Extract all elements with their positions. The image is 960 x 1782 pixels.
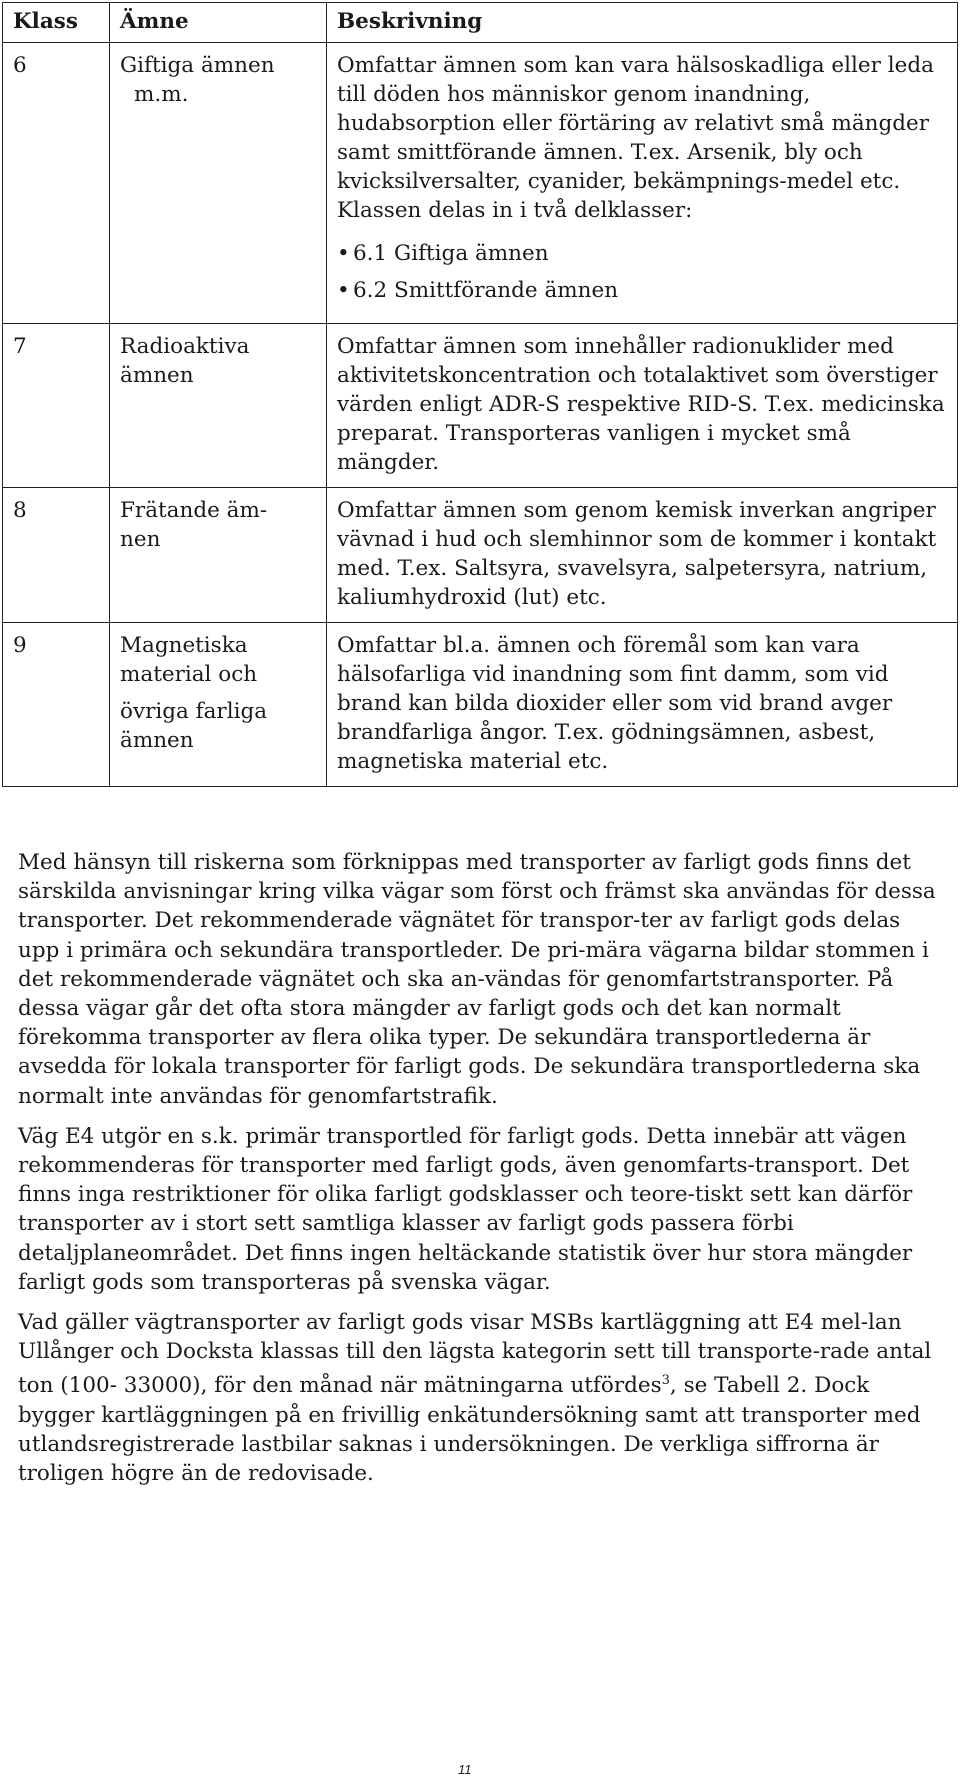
hazard-class-table: [2, 2, 958, 787]
subclass-item: • 6.1 Giftiga ämnen: [337, 239, 947, 268]
amne-cell: [110, 43, 327, 324]
paragraph: Väg E4 utgör en s.k. primär transportled för farligt gods. Detta innebär att vägen rekommenderas för transporter med farligt gods, även genomfarts-transport. Det finns inga restriktioner för olika farligt godsklasser och teore-tiskt sett kan därför transporter av i stort sett samtliga klasser av farligt gods passera förbi detaljplaneområdet. Det finns ingen heltäckande statistik över hur stora mängder farligt gods som transporteras på svenska vägar.: [18, 1123, 913, 1295]
klass-cell: 8: [3, 488, 110, 623]
amne-cell: [110, 488, 327, 623]
klass-cell: 7: [3, 324, 110, 488]
amne-line: material och: [120, 662, 258, 687]
table-row-class-8: [3, 488, 958, 623]
beskrivning-cell: Omfattar ämnen som genom kemisk inverkan angriper vävnad i hud och slemhinnor som de kommer i kontakt med. T.ex. Saltsyra, svavelsyra, salpetersyra, natrium, kaliumhydroxid (lut) etc.: [327, 488, 958, 623]
amne-line: nen: [120, 527, 161, 552]
beskrivning-cell: Omfattar ämnen som innehåller radionuklider med aktivitetskoncentration och totalaktivet som överstiger värden enligt ADR-S respektive RID-S. T.ex. medicinska preparat. Transporteras vanligen i mycket små mängder.: [327, 324, 958, 488]
beskrivning-text: Omfattar ämnen som kan vara hälsoskadliga eller leda till döden hos människor genom inandning, hudabsorption eller förtäring av relativt små mängder samt smittförande ämnen. T.ex. Arsenik, bly och kvicksilversalter, cyanider, bekämpnings-medel etc. Klassen delas in i två delklasser:: [337, 53, 934, 223]
beskrivning-cell: Omfattar bl.a. ämnen och föremål som kan vara hälsofarliga vid inandning som fint damm, som vid brand kan bilda dioxider eller som vid brand avger brandfarliga ångor. T.ex. gödningsämnen, asbest, magnetiska material etc.: [327, 623, 958, 787]
amne-line: m.m.: [134, 82, 189, 107]
header-klass: Klass: [3, 3, 110, 43]
header-amne: Ämne: [110, 3, 327, 43]
amne-cell: [110, 324, 327, 488]
amne-line: Frätande äm-: [120, 498, 268, 523]
paragraph-text: Vad gäller vägtransporter av farligt gods visar MSBs kartläggning att E4 mel-lan Ullånger och Docksta klassas till den lägsta kategorin sett till transporte-rade antal ton (100- 33000), för den månad när mätningarna utfördes: [18, 1310, 932, 1399]
amne-line: ämnen: [120, 728, 194, 753]
amne-line: Radioaktiva: [120, 334, 250, 359]
subclass-item: • 6.2 Smittförande ämnen: [337, 276, 947, 305]
paragraph: [18, 1308, 938, 1488]
footnote-ref[interactable]: 3: [661, 1373, 670, 1389]
subclass-list: [337, 239, 947, 305]
table-row-class-7: [3, 324, 958, 488]
amne-line: Magnetiska: [120, 633, 248, 658]
body-text: [18, 848, 938, 1499]
klass-cell: 6: [3, 43, 110, 324]
table-row-class-6: [3, 43, 958, 324]
paragraph: Med hänsyn till riskerna som förknippas med transporter av farligt gods finns det särskilda anvisningar kring vilka vägar som först och främst ska användas för dessa transporter. Det rekommenderade vägnätet för transpor-ter av farligt gods delas upp i primära och sekundära transportleder. De pri-mära vägarna bildar stommen i det rekommenderade vägnätet och ska an-vändas för genomfartstransporter. På dessa vägar går det ofta stora mängder av farligt gods och det kan normalt förekomma transporter av flera olika typer. De sekundära transportlederna är avsedda för lokala transporter för farligt gods. De sekundära transportlederna ska normalt inte användas för genomfartstrafik.: [18, 850, 936, 1109]
page-number: 11: [458, 1762, 472, 1777]
header-beskrivning: Beskrivning: [327, 3, 958, 43]
paragraph-text: , se Tabell 2. Dock bygger kartläggningen på en frivillig enkätundersökning samt att transporter med utlandsregistrerade lastbilar saknas i undersökningen. De verkliga siffrorna är troligen högre än de redovisade.: [18, 1373, 921, 1487]
table-row-class-9: [3, 623, 958, 787]
table-header-row: [3, 3, 958, 43]
amne-line: ämnen: [120, 363, 194, 388]
klass-cell: 9: [3, 623, 110, 787]
beskrivning-cell: [327, 43, 958, 324]
amne-line: Giftiga ämnen: [120, 53, 275, 78]
amne-cell: [110, 623, 327, 787]
amne-line: övriga farliga: [120, 699, 268, 724]
